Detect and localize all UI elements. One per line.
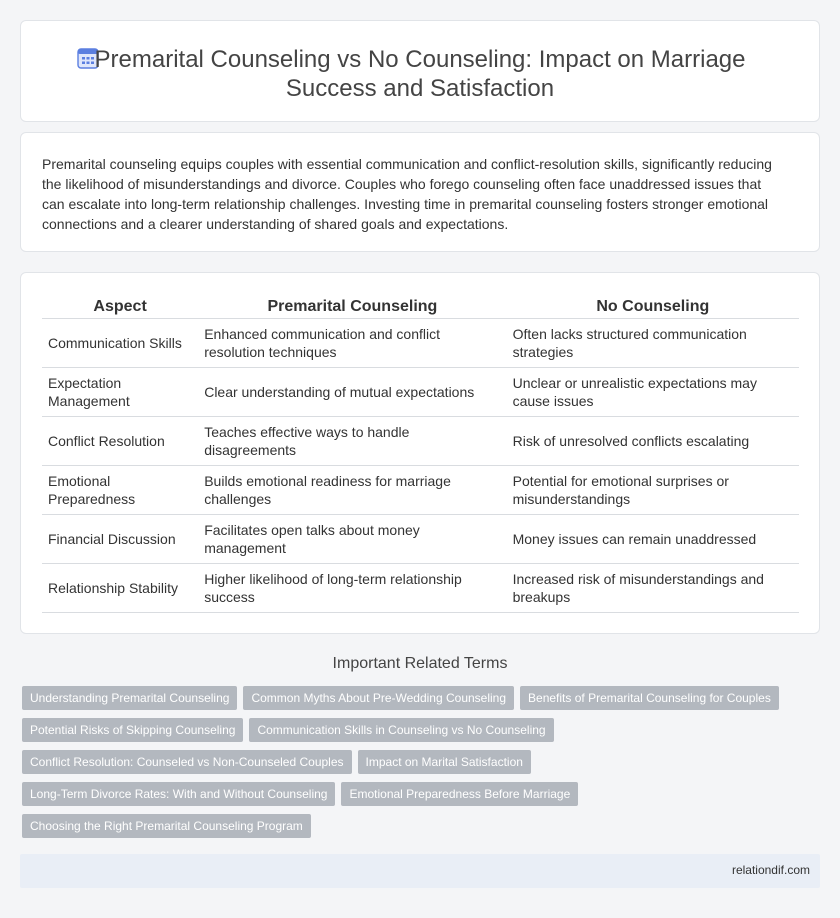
no-counseling-cell: Potential for emotional surprises or misunderstandings bbox=[507, 466, 799, 515]
premarital-cell: Clear understanding of mutual expectations bbox=[198, 368, 506, 417]
related-term-link[interactable]: Long-Term Divorce Rates: With and Without Counseling bbox=[22, 782, 335, 806]
intro-paragraph: Premarital counseling equips couples with essential communication and conflict-resolution skills, significantly reducing the likelihood of misunderstandings and divorce. Couples who forego counseling often face unaddressed issues that can escalate into long-term relationship challenges. Investing time in premarital counseling fosters stronger emotional connections and a clearer understanding of shared goals and expectations. bbox=[42, 156, 772, 232]
related-term-link[interactable]: Emotional Preparedness Before Marriage bbox=[341, 782, 578, 806]
related-term-link[interactable]: Understanding Premarital Counseling bbox=[22, 686, 237, 710]
table-row bbox=[42, 319, 799, 368]
table-row bbox=[42, 368, 799, 417]
footer-site-link[interactable]: relationdif.com bbox=[731, 863, 810, 877]
related-term-link[interactable]: Communication Skills in Counseling vs No Counseling bbox=[249, 718, 553, 742]
no-counseling-cell: Unclear or unrealistic expectations may cause issues bbox=[507, 368, 799, 417]
premarital-cell: Facilitates open talks about money management bbox=[198, 515, 506, 564]
related-term-link[interactable]: Common Myths About Pre-Wedding Counseling bbox=[243, 686, 514, 710]
related-term-link[interactable]: Benefits of Premarital Counseling for Couples bbox=[520, 686, 779, 710]
aspect-cell: Relationship Stability bbox=[42, 564, 198, 613]
premarital-cell: Higher likelihood of long-term relationship success bbox=[198, 564, 506, 613]
aspect-cell: Conflict Resolution bbox=[42, 417, 198, 466]
premarital-cell: Builds emotional readiness for marriage challenges bbox=[198, 466, 506, 515]
premarital-cell: Enhanced communication and conflict resolution techniques bbox=[198, 319, 506, 368]
related-terms-list bbox=[22, 686, 802, 838]
related-term-link[interactable]: Impact on Marital Satisfaction bbox=[358, 750, 531, 774]
comparison-table bbox=[42, 297, 799, 613]
table-row bbox=[42, 417, 799, 466]
title-card bbox=[20, 20, 820, 122]
no-counseling-cell: Money issues can remain unaddressed bbox=[507, 515, 799, 564]
premarital-cell: Teaches effective ways to handle disagreements bbox=[198, 417, 506, 466]
page-title: Premarital Counseling vs No Counseling: Impact on Marriage Success and Satisfaction bbox=[94, 46, 746, 102]
related-term-link[interactable]: Conflict Resolution: Counseled vs Non-Counseled Couples bbox=[22, 750, 352, 774]
related-term-link[interactable]: Potential Risks of Skipping Counseling bbox=[22, 718, 243, 742]
column-header-no-counseling: No Counseling bbox=[507, 297, 799, 319]
comparison-table-card bbox=[20, 272, 820, 634]
aspect-cell: Emotional Preparedness bbox=[42, 466, 198, 515]
related-terms-heading: Important Related Terms bbox=[332, 655, 508, 672]
column-header-aspect: Aspect bbox=[42, 297, 198, 319]
aspect-cell: Communication Skills bbox=[42, 319, 198, 368]
no-counseling-cell: Risk of unresolved conflicts escalating bbox=[507, 417, 799, 466]
table-row bbox=[42, 466, 799, 515]
no-counseling-cell: Often lacks structured communication strategies bbox=[507, 319, 799, 368]
footer bbox=[20, 854, 820, 888]
related-term-link[interactable]: Choosing the Right Premarital Counseling Program bbox=[22, 814, 311, 838]
intro-card bbox=[20, 132, 820, 252]
table-row bbox=[42, 515, 799, 564]
no-counseling-cell: Increased risk of misunderstandings and breakups bbox=[507, 564, 799, 613]
column-header-premarital: Premarital Counseling bbox=[198, 297, 506, 319]
table-row bbox=[42, 564, 799, 613]
aspect-cell: Expectation Management bbox=[42, 368, 198, 417]
aspect-cell: Financial Discussion bbox=[42, 515, 198, 564]
table-header-row bbox=[42, 297, 799, 319]
